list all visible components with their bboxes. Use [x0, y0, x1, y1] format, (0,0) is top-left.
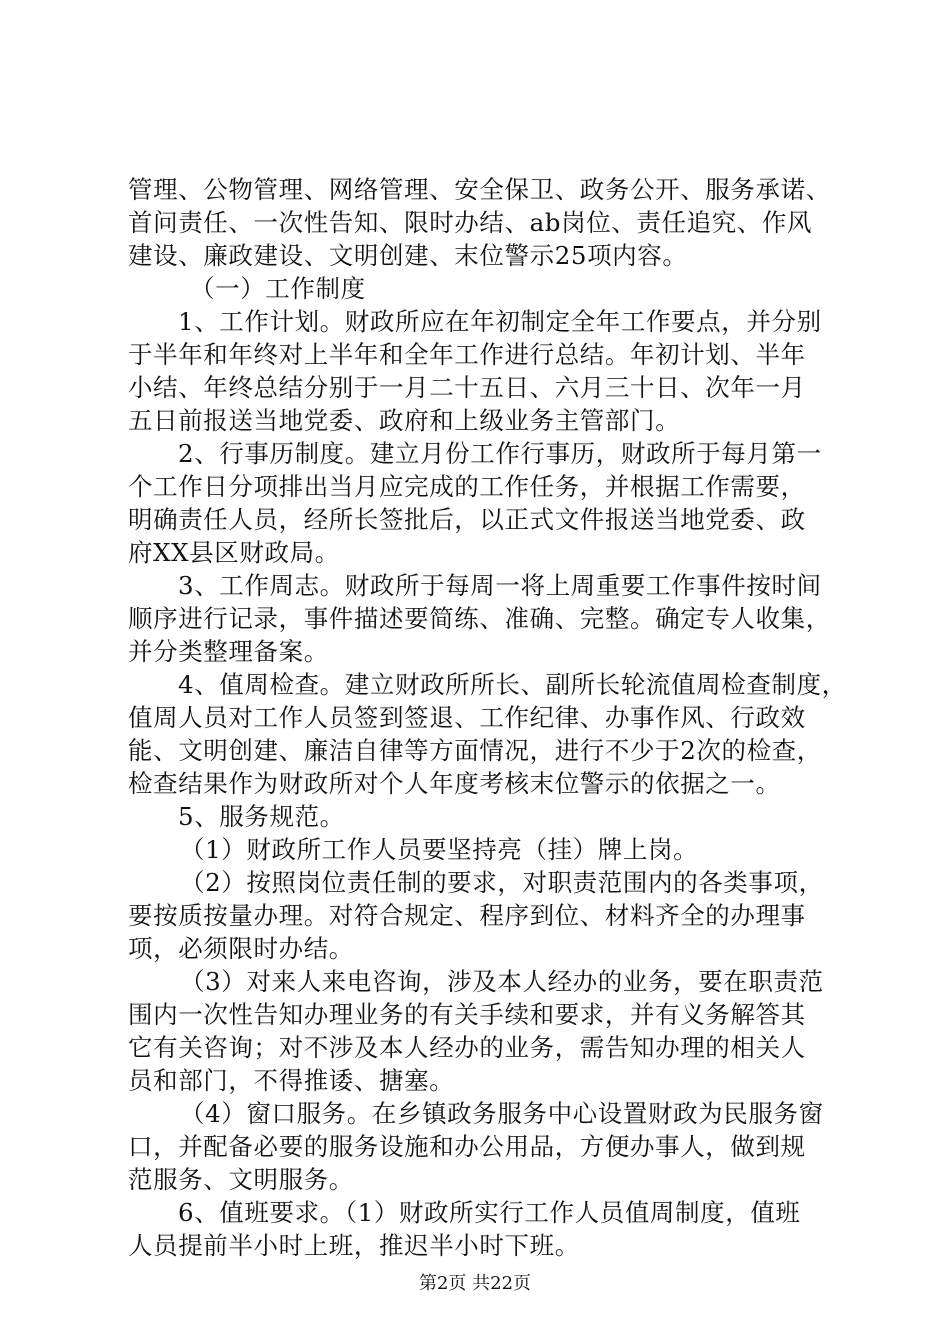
section-heading: （一）工作制度 [190, 274, 366, 303]
text-line: 建设、廉政建设、文明创建、末位警示25项内容。 [128, 241, 688, 270]
text-line: 项，必须限时办结。 [128, 934, 354, 963]
text-line: （4）窗口服务。在乡镇政务服务中心设置财政为民服务窗 [180, 1099, 824, 1128]
text-line: 于半年和年终对上半年和全年工作进行总结。年初计划、半年 [128, 340, 806, 369]
text-line: 员和部门，不得推诿、搪塞。 [128, 1066, 455, 1095]
text-line: 值周人员对工作人员签到签退、工作纪律、办事作风、行政效 [128, 703, 806, 732]
text-line: （2）按照岗位责任制的要求，对职责范围内的各类事项， [180, 868, 824, 897]
text-line: 6、值班要求。（1）财政所实行工作人员值周制度，值班 [178, 1198, 801, 1227]
text-line: 个工作日分项排出当月应完成的工作任务，并根据工作需要， [128, 472, 806, 501]
text-line: 并分类整理备案。 [128, 637, 329, 666]
text-line: 管理、公物管理、网络管理、安全保卫、政务公开、服务承诺、 [128, 175, 831, 204]
text-line: 围内一次性告知办理业务的有关手续和要求，并有义务解答其 [128, 1000, 806, 1029]
text-line: 范服务、文明服务。 [128, 1165, 354, 1194]
text-line: 1、工作计划。财政所应在年初制定全年工作要点，并分别 [178, 307, 822, 336]
text-line: 4、值周检查。建立财政所所长、副所长轮流值周检查制度， [178, 670, 847, 699]
text-line: 它有关咨询；对不涉及本人经办的业务，需告知办理的相关人 [128, 1033, 806, 1062]
text-line: 能、文明创建、廉洁自律等方面情况，进行不少于2次的检查， [128, 736, 822, 765]
text-line: （3）对来人来电咨询，涉及本人经办的业务，要在职责范 [180, 967, 824, 996]
page-number-footer: 第2页 共22页 [418, 1273, 532, 1294]
text-line: 顺序进行记录，事件描述要简练、准确、完整。确定专人收集， [128, 604, 831, 633]
text-line: 五日前报送当地党委、政府和上级业务主管部门。 [128, 406, 681, 435]
text-line: 2、行事历制度。建立月份工作行事历，财政所于每月第一 [178, 439, 822, 468]
text-line: 3、工作周志。财政所于每周一将上周重要工作事件按时间 [178, 571, 822, 600]
text-line: 口，并配备必要的服务设施和办公用品，方便办事人，做到规 [128, 1132, 806, 1161]
text-line: 首问责任、一次性告知、限时办结、ab岗位、责任追究、作风 [128, 208, 813, 237]
text-line: （1）财政所工作人员要坚持亮（挂）牌上岗。 [180, 835, 699, 864]
text-line: 明确责任人员，经所长签批后，以正式文件报送当地党委、政 [128, 505, 806, 534]
text-line: 府XX县区财政局。 [128, 538, 340, 567]
text-line: 要按质按量办理。对符合规定、程序到位、材料齐全的办理事 [128, 901, 806, 930]
text-line: 小结、年终总结分别于一月二十五日、六月三十日、次年一月 [128, 373, 806, 402]
text-line: 检查结果作为财政所对个人年度考核末位警示的依据之一。 [128, 769, 781, 798]
text-line: 5、服务规范。 [178, 802, 345, 831]
text-line: 人员提前半小时上班，推迟半小时下班。 [128, 1231, 580, 1260]
